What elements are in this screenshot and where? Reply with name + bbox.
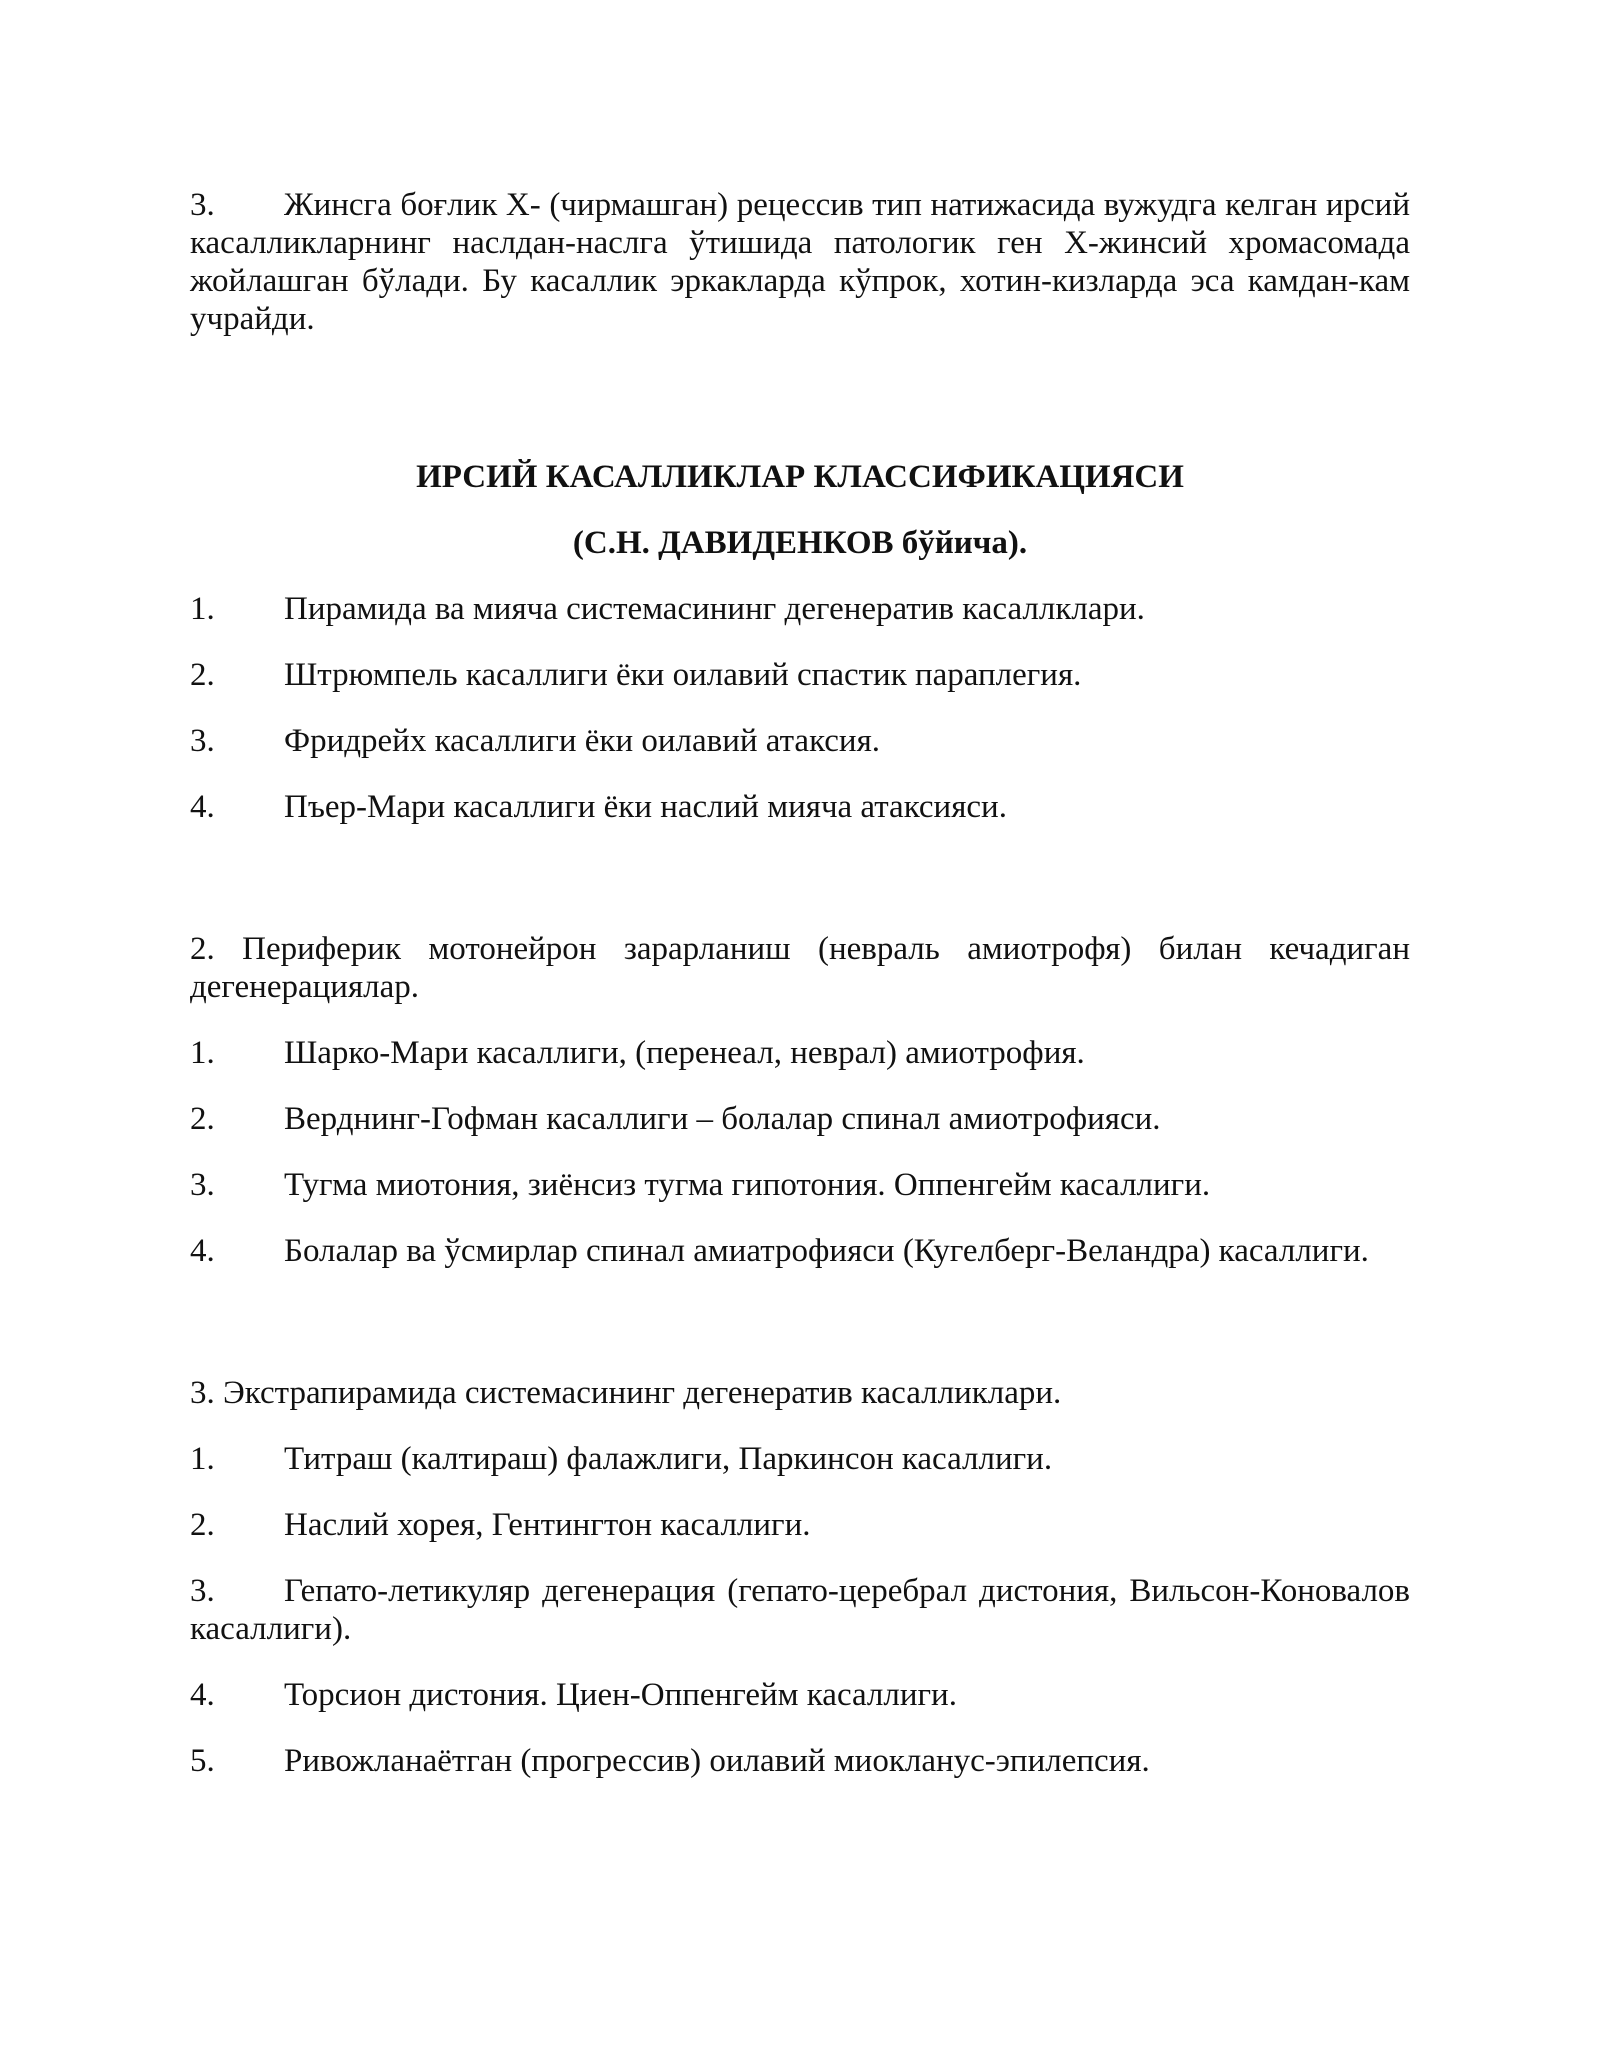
- section3-lead: 3. Экстрапирамида системасининг дегенератив касалликлари.: [190, 1375, 1062, 1411]
- document-page: [190, 186, 1410, 1808]
- section1-item: [190, 788, 1410, 826]
- section1-item: [190, 590, 1410, 628]
- item-text: Тугма миотония, зиёнсиз тугма гипотония. Оппенгейм касаллиги.: [284, 1167, 1211, 1203]
- item-text: Пъер-Мари касаллиги ёки наслий мияча атаксияси.: [284, 789, 1007, 825]
- section3-item: [190, 1572, 1410, 1648]
- item-number: 3.: [190, 723, 215, 759]
- section2-item: [190, 1232, 1410, 1270]
- section1-item: [190, 722, 1410, 760]
- item-text: Шарко-Мари касаллиги, (перенеал, неврал) амиотрофия.: [284, 1035, 1085, 1071]
- section3-item: [190, 1676, 1410, 1714]
- heading-subtitle: (С.Н. ДАВИДЕНКОВ бўйича).: [572, 525, 1028, 561]
- item-number: 1.: [190, 591, 215, 627]
- item-number: 2.: [190, 1101, 215, 1137]
- item-text: Штрюмпель касаллиги ёки оилавий спастик параплегия.: [284, 657, 1082, 693]
- section3-item: [190, 1440, 1410, 1478]
- item-number: 1.: [190, 1441, 215, 1477]
- item-number: 3.: [190, 1167, 215, 1203]
- intro-number: 3.: [190, 187, 215, 223]
- item-number: 3.: [190, 1573, 215, 1609]
- section2-item: [190, 1100, 1410, 1138]
- item-text: Гепато-летикуляр дегенерация (гепато-церебрал дистония, Вильсон-Коновалов касаллиги).: [190, 1573, 1410, 1647]
- item-number: 4.: [190, 789, 215, 825]
- item-text: Наслий хорея, Гентингтон касаллиги.: [284, 1507, 811, 1543]
- item-number: 1.: [190, 1035, 215, 1071]
- section3-item: [190, 1506, 1410, 1544]
- section2-lead: 2. Периферик мотонейрон зарарланиш (невраль амиотрофя) билан кечадиган дегенерациялар.: [190, 931, 1410, 1005]
- item-text: Торсион дистония. Циен-Оппенгейм касаллиги.: [284, 1677, 957, 1713]
- intro-text: Жинсга боғлик Х- (чирмашган) рецессив тип натижасида вужудга келган ирсий касалликларнинг наслдан-наслга ўтишида патологик ген Х-жинсий хромасомада жойлашган бўлади. Бу касаллик эркакларда кўпрок, хотин-кизларда эса камдан-кам учрайди.: [190, 187, 1410, 337]
- section2-item: [190, 1034, 1410, 1072]
- item-number: 5.: [190, 1743, 215, 1779]
- item-number: 4.: [190, 1233, 215, 1269]
- item-text: Ривожланаётган (прогрессив) оилавий миокланус-эпилепсия.: [284, 1743, 1150, 1779]
- intro-paragraph: [190, 186, 1410, 338]
- item-number: 4.: [190, 1677, 215, 1713]
- section2-item: [190, 1166, 1410, 1204]
- item-number: 2.: [190, 1507, 215, 1543]
- item-text: Верднинг-Гофман касаллиги – болалар спинал амиотрофияси.: [284, 1101, 1161, 1137]
- heading-title: ИРСИЙ КАСАЛЛИКЛАР КЛАССИФИКАЦИЯСИ: [416, 459, 1184, 495]
- item-text: Титраш (калтираш) фалажлиги, Паркинсон касаллиги.: [284, 1441, 1053, 1477]
- item-text: Болалар ва ўсмирлар спинал амиатрофияси (Кугелберг-Веландра) касаллиги.: [284, 1233, 1369, 1269]
- item-text: Пирамида ва мияча системасининг дегенератив касаллклари.: [284, 591, 1145, 627]
- item-number: 2.: [190, 657, 215, 693]
- section3-item: [190, 1742, 1410, 1780]
- item-text: Фридрейх касаллиги ёки оилавий атаксия.: [284, 723, 881, 759]
- section1-item: [190, 656, 1410, 694]
